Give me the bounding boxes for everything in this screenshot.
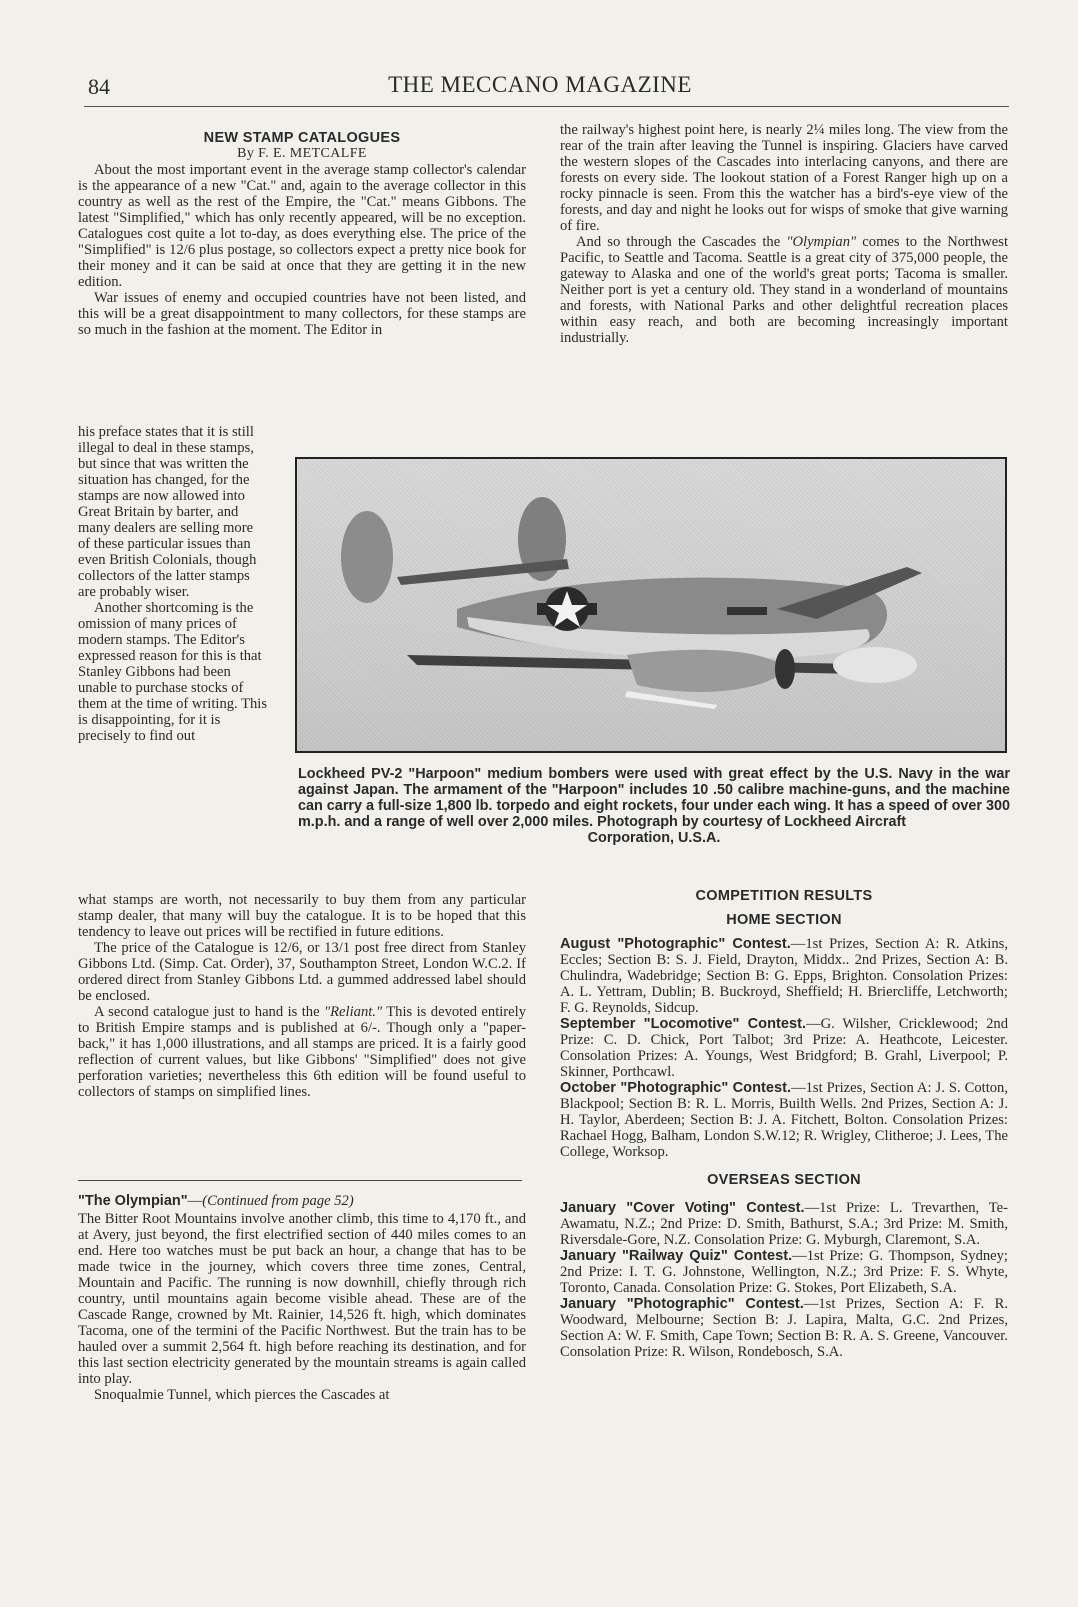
caption-credit: Corporation, U.S.A. <box>587 830 721 846</box>
olympian-paragraph: The Bitter Root Mountains involve another climb, this time to 4,170 ft., and at Avery, just beyond, the first electrified section of 440 miles comes to an end. Here too watches must be put back an hour, a change that has to be made twice in the journey, which covers three time zones, Central, Mountain and Pacific. The running is now downhill, chiefly through rich country, until mountains again become visible ahead. These are of the Cascade Range, crowned by Mt. Rainier, 14,526 ft. high, which dominates Tacoma, one of the termini of the Pacific Northwest. But the train has to be hauled over a summit 2,564 ft. high before reaching its destination, and for this last section electricity generated by the mountain streams is again called into play. <box>78 1211 526 1387</box>
stamp-paragraph: Another shortcoming is the omission of many prices of modern stamps. The Editor's expressed reason for this is that Stanley Gibbons had been unable to purchase stocks of them at the time of writing. This is disappointing, for it is precisely to find out <box>78 600 268 744</box>
aircraft-photo <box>295 457 1007 753</box>
result-entry <box>560 1016 1008 1080</box>
competition-title: COMPETITION RESULTS <box>695 888 873 904</box>
result-entry <box>560 1200 1008 1248</box>
contest-winners: —1st Prizes, Section A: J. S. Cotton, Blackpool; Section B: R. L. Morris, Builth Wells. 2nd Prizes, Section A: J. H. Taylor, Aberdeen; Section B: J. A. Fitchett, Bolton. Consolation Prizes: Rachael Hogg, Balham, London S.W.12; R. Wrigley, Clitheroe; J. Lees, The College, Worksop. <box>560 1080 1008 1160</box>
catalogue-title: "Reliant." <box>324 1004 383 1020</box>
text-run: A second catalogue just to hand is the <box>94 1004 325 1020</box>
stamp-paragraph: About the most important event in the average stamp collector's calendar is the appearance of a new "Cat." and, again to the average collector in this country as well as the rest of the Empire, the "Cat." means Gibbons. The latest "Simplified," which has only recently appeared, will be no exception. Catalogues cost quite a lot to-day, as does everything else. The price of the "Simplified" is 12/6 plus postage, so collectors expect a pretty nice book for their money and it can be said at once that they are getting it in the new edition. <box>78 162 526 290</box>
heading-dash: — <box>187 1193 203 1209</box>
overseas-section-title: OVERSEAS SECTION <box>707 1172 861 1188</box>
stamp-article-top <box>78 130 526 338</box>
olympian-paragraph: the railway's highest point here, is nearly 2¼ miles long. The view from the rear of the train after leaving the Tunnel is inspiring. Glaciers have carved the western slopes of the Cascades into interlacing canyons, and there are forests on every side. The lookout station of a Forest Ranger high up on a rocky pinnacle is seen. From this the watcher has a bird's-eye view of the forests, and day and night he looks out for wisps of smoke that give warning of fire. <box>560 122 1008 234</box>
nose-glass <box>833 647 917 683</box>
text-run: comes to the Northwest Pacific, to Seattle and Tacoma. Seattle is a great city of 375,000 people, the gateway to Alaska and one of the world's great ports; Tacoma is smaller. Neither port is yet a century old. They stand in a wonderland of mountains and forests, with National Parks and other delightful recreation places within easy reach, and both are becoming increasingly important industrially. <box>560 234 1008 346</box>
contest-winners: —G. Wilsher, Cricklewood; 2nd Prize: C. D. Chick, Port Talbot; 3rd Prize: A. Heathcote, Leicester. Consolation Prizes: A. Youngs, West Bridgford; B. Grahl, Liverpool; P. Skinner, Porthcawl. <box>560 1016 1008 1080</box>
caption-text: Lockheed PV-2 "Harpoon" medium bombers were used with great effect by the U.S. Navy in the war against Japan. The armament of the "Harpoon" includes 10 .50 calibre machine-guns, and the machine can carry a full-size 1,800 lb. torpedo and eight rockets, four under each wing. It has a speed of over 300 m.p.h. and a range of well over 2,000 miles. Photograph by courtesy of Lockheed Aircraft <box>298 766 1010 830</box>
column-divider <box>78 1180 522 1181</box>
text-run: And so through the Cascades the <box>576 234 787 250</box>
text-run: This is devoted entirely to British Empire stamps and is published at 6/-. Though only a "paper-back," it has 1,000 illustrations, and all stamps are priced. It is a fairly good reflection of current values, but like Gibbons' "Simplified" does not give perforation varieties; nevertheless this 6th edition will be found useful to collectors of stamps on simplified lines. <box>78 1004 526 1100</box>
stamp-article-narrow <box>78 424 268 744</box>
contest-winners: —1st Prizes, Section A: F. R. Woodward, Melbourne; Section B: J. Lapira, Malta, G.C. 2nd Prizes, Section A: W. F. Smith, Cape Town; Section B: R. A. S. Greene, Vancouver. Consolation Prize: R. Wilson, Rondebosch, S.A. <box>560 1296 1008 1360</box>
contest-name: September "Locomotive" Contest. <box>560 1016 806 1032</box>
propeller-hub <box>775 649 795 689</box>
contest-name: January "Photographic" Contest. <box>560 1296 804 1312</box>
contest-name: January "Cover Voting" Contest. <box>560 1200 805 1216</box>
home-section-title: HOME SECTION <box>726 912 842 928</box>
continued-note: (Continued from page 52) <box>202 1193 354 1209</box>
stamp-paragraph: what stamps are worth, not necessarily to buy them from any particular stamp dealer, that many will buy the catalogue. It is to be hoped that this tendency to leave out prices will be rectified in future editions. <box>78 892 526 940</box>
lockheed-harpoon-illustration <box>297 459 1005 751</box>
olympian-paragraph: Snoqualmie Tunnel, which pierces the Cascades at <box>94 1387 390 1403</box>
contest-name: August "Photographic" Contest. <box>560 936 791 952</box>
result-entry <box>560 1248 1008 1296</box>
olympian-paragraph <box>560 234 1008 346</box>
contest-winners: —1st Prize: G. Thompson, Sydney; 2nd Prize: I. T. G. Johnstone, Wellington, N.Z.; 3rd Prize: F. S. Whyte, Toronto, Canada. Consolation Prize: G. Stokes, Port Elizabeth, S.A. <box>560 1248 1008 1296</box>
masthead: THE MECCANO MAGAZINE <box>388 72 692 97</box>
result-entry <box>560 1296 1008 1360</box>
header-rule <box>84 106 1009 107</box>
train-name: "Olympian" <box>786 234 857 250</box>
competition-results <box>560 888 1008 1360</box>
stamp-article-title: NEW STAMP CATALOGUES <box>203 130 401 146</box>
tail-fin-left <box>341 511 393 603</box>
rocket-rack <box>625 691 717 709</box>
olympian-heading: "The Olympian" <box>78 1193 188 1209</box>
cockpit-windows <box>727 607 767 615</box>
olympian-article-cont <box>560 122 1008 346</box>
stamp-paragraph: The price of the Catalogue is 12/6, or 13/1 post free direct from Stanley Gibbons Ltd. (Simp. Cat. Order), 37, Southampton Street, London W.C.2. If ordered direct from Stanley Gibbons Ltd. a gummed addressed label should be enclosed. <box>78 940 526 1004</box>
olympian-heading-line <box>78 1193 526 1209</box>
olympian-article <box>78 1193 526 1403</box>
stamp-paragraph <box>78 1004 526 1100</box>
contest-name: October "Photographic" Contest. <box>560 1080 792 1096</box>
result-entry <box>560 1080 1008 1160</box>
page-number: 84 <box>88 74 110 99</box>
contest-winners: —1st Prize: L. Trevarthen, Te-Awamatu, N.Z.; 2nd Prize: D. Smith, Bathurst, S.A.; 3rd Prize: M. Smith, Riversdale-Gore, N.Z. Consolation Prize: G. Myburgh, Claremont, S.A. <box>560 1200 1008 1248</box>
photo-caption <box>298 766 1010 846</box>
stamp-paragraph: War issues of enemy and occupied countries have not been listed, and this will be a great disappointment to many collectors, for these stamps are so much in the fashion at the moment. The Editor in <box>78 290 526 338</box>
stamp-article-bottom <box>78 892 526 1100</box>
contest-winners: —1st Prizes, Section A: R. Atkins, Eccles; Section B: S. J. Field, Drayton, Middx.. 2nd Prizes, Section A: B. Chulindra, Wadebridge; Section B: G. Epps, Brighton. Consolation Prizes: A. L. Yettram, Dublin; B. Buckroyd, Sheffield; H. Briercliffe, Letchworth; F. G. Reynolds, Sidcup. <box>560 936 1008 1016</box>
contest-name: January "Railway Quiz" Contest. <box>560 1248 793 1264</box>
result-entry <box>560 936 1008 1016</box>
stamp-paragraph: his preface states that it is still illegal to deal in these stamps, but since that was written the situation has changed, for the stamps are now allowed into Great Britain by barter, and many dealers are selling more of these particular issues than even British Colonials, though collectors of the latter stamps are probably wiser. <box>78 424 257 600</box>
stamp-article-byline: By F. E. METCALFE <box>237 146 367 161</box>
